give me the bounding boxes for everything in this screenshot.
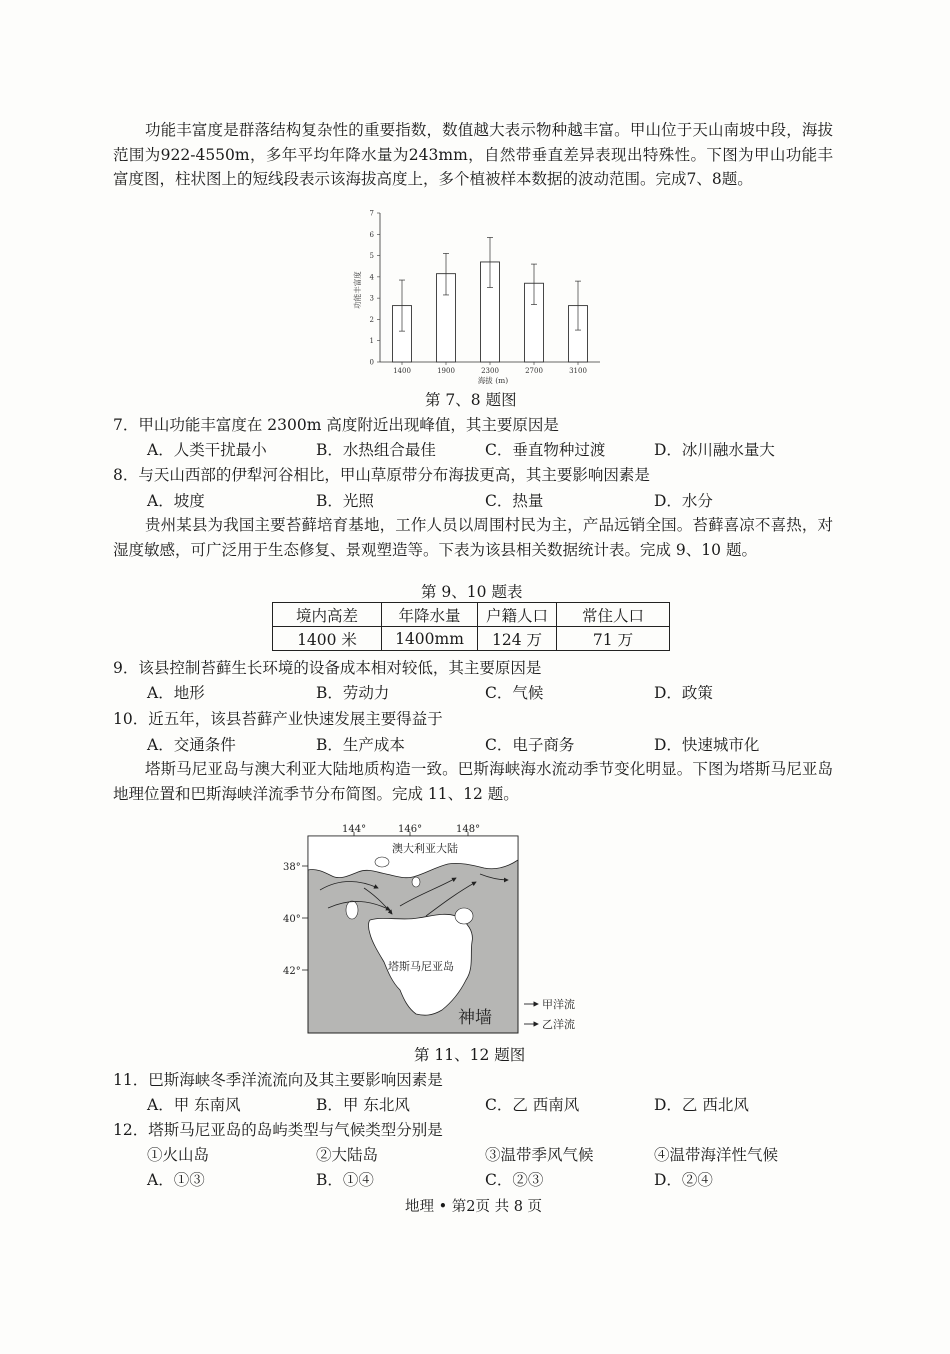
- question-12: 12．塔斯马尼亚岛的岛屿类型与气候类型分别是: [113, 1121, 443, 1139]
- question-8: 8．与天山西部的伊犁河谷相比，甲山草原带分布海拔更高，其主要影响因素是: [113, 466, 650, 484]
- q8-option-b[interactable]: B．光照: [316, 492, 374, 510]
- lat-label: 42°: [283, 966, 301, 977]
- tasmania-current-map: [280, 818, 600, 1040]
- q8-option-a[interactable]: A．坡度: [147, 492, 205, 510]
- mainland-label: 澳大利亚大陆: [392, 842, 458, 855]
- chart-y-tick-label: 7: [369, 209, 374, 218]
- island-label: 塔斯马尼亚岛: [388, 960, 454, 973]
- chart-xlabel: 海拔 (m): [477, 376, 509, 385]
- q10-option-b[interactable]: B．生产成本: [316, 736, 405, 754]
- q9-option-c[interactable]: C．气候: [485, 684, 544, 702]
- table-header-cell: 户籍人口: [478, 603, 557, 627]
- chart-y-tick-label: 0: [369, 358, 374, 367]
- lat-label: 38°: [283, 862, 301, 873]
- king-island: [346, 901, 358, 919]
- map-caption: 第 11、12 题图: [414, 1046, 526, 1064]
- q12-option-a[interactable]: A．①③: [147, 1171, 205, 1189]
- q12-item-2: ②大陆岛: [316, 1146, 379, 1164]
- passage-11-12: 塔斯马尼亚岛与澳大利亚大陆地质构造一致。巴斯海峡海水流动季节变化明显。下图为塔斯马尼亚岛地理位置和巴斯海峡洋流季节分布简图。完成 11、12 题。: [113, 760, 833, 803]
- question-9: 9．该县控制苔藓生长环境的设备成本相对较低，其主要原因是: [113, 659, 542, 677]
- chart-x-tick-label: 3100: [569, 367, 587, 375]
- islet: [375, 857, 389, 867]
- islet: [412, 877, 420, 887]
- table-header-row: [273, 603, 670, 627]
- legend-jia: 甲洋流: [542, 998, 575, 1011]
- chart-y-tick-label: 4: [369, 273, 374, 282]
- q8-option-d[interactable]: D．水分: [654, 492, 713, 510]
- question-10: 10．近五年，该县苔藓产业快速发展主要得益于: [113, 710, 443, 728]
- table-caption: 第 9、10 题表: [421, 583, 523, 601]
- chart-y-tick-label: 2: [369, 315, 374, 324]
- q9-option-a[interactable]: A．地形: [147, 684, 205, 702]
- lat-label: 40°: [283, 914, 301, 925]
- q12-option-d[interactable]: D．②④: [654, 1171, 713, 1189]
- q10-option-c[interactable]: C．电子商务: [485, 736, 575, 754]
- q7-option-c[interactable]: C．垂直物种过渡: [485, 441, 606, 459]
- q8-option-c[interactable]: C．热量: [485, 492, 544, 510]
- table-cell: 124 万: [478, 627, 557, 651]
- watermark-label: 神墙: [458, 1008, 492, 1028]
- chart-x-tick-label: 2300: [481, 367, 499, 375]
- page-footer: 地理 • 第2页 共 8 页: [405, 1199, 543, 1215]
- q10-option-a[interactable]: A．交通条件: [147, 736, 236, 754]
- q11-option-d[interactable]: D．乙 西北风: [654, 1096, 749, 1114]
- lon-label: 148°: [456, 824, 481, 835]
- table-row: [273, 627, 670, 651]
- q12-item-3: ③温带季风气候: [485, 1146, 594, 1164]
- functional-richness-chart: [345, 205, 605, 390]
- table-cell: 1400 米: [273, 627, 382, 651]
- chart-x-tick-label: 1400: [393, 367, 411, 375]
- table-cell: 1400mm: [382, 627, 478, 651]
- q9-option-b[interactable]: B．劳动力: [316, 684, 390, 702]
- chart-y-tick-label: 6: [369, 230, 374, 239]
- question-11: 11．巴斯海峡冬季洋流流向及其主要影响因素是: [113, 1071, 443, 1089]
- chart-y-tick-label: 1: [369, 337, 374, 346]
- q9-option-d[interactable]: D．政策: [654, 684, 713, 702]
- q12-item-4: ④温带海洋性气候: [654, 1146, 779, 1164]
- passage-9-10: 贵州某县为我国主要苔藓培育基地，工作人员以周围村民为主，产品远销全国。苔藓喜凉不喜热，对湿度敏感，可广泛用于生态修复、景观塑造等。下表为该县相关数据统计表。完成 9、10 题。: [113, 516, 833, 559]
- q12-option-c[interactable]: C．②③: [485, 1171, 544, 1189]
- lon-label: 146°: [398, 824, 423, 835]
- chart-y-tick-label: 3: [369, 294, 374, 303]
- chart-caption: 第 7、8 题图: [425, 391, 517, 409]
- q7-option-d[interactable]: D．冰川融水量大: [654, 441, 775, 459]
- q7-option-a[interactable]: A．人类干扰最小: [147, 441, 267, 459]
- passage-7-8: 功能丰富度是群落结构复杂性的重要指数，数值越大表示物种越丰富。甲山位于天山南坡中段，海拔范围为922-4550m，多年平均年降水量为243mm，自然带垂直差异表现出特殊性。下图为甲山功能丰富度图，柱状图上的短线段表示该海拔高度上，多个植被样本数据的波动范围。完成7、8题。: [113, 121, 833, 188]
- q12-option-b[interactable]: B．①④: [316, 1171, 374, 1189]
- lon-label: 144°: [342, 824, 367, 835]
- q7-option-b[interactable]: B．水热组合最佳: [316, 441, 436, 459]
- q12-item-1: ①火山岛: [147, 1146, 210, 1164]
- flinders-island: [455, 908, 473, 924]
- q11-option-b[interactable]: B．甲 东北风: [316, 1096, 410, 1114]
- chart-ylabel: 功能丰富度: [353, 271, 362, 309]
- chart-x-tick-label: 2700: [525, 367, 543, 375]
- table-header-cell: 常住人口: [557, 603, 670, 627]
- table-cell: 71 万: [557, 627, 670, 651]
- question-7: 7．甲山功能丰富度在 2300m 高度附近出现峰值，其主要原因是: [113, 416, 559, 434]
- chart-x-tick-label: 1900: [437, 367, 455, 375]
- county-stats-table: [272, 602, 670, 651]
- table-header-cell: 境内高差: [273, 603, 382, 627]
- q10-option-d[interactable]: D．快速城市化: [654, 736, 760, 754]
- legend-yi: 乙洋流: [542, 1018, 575, 1031]
- chart-y-tick-label: 5: [369, 252, 374, 261]
- q11-option-c[interactable]: C．乙 西南风: [485, 1096, 580, 1114]
- q11-option-a[interactable]: A．甲 东南风: [147, 1096, 241, 1114]
- table-header-cell: 年降水量: [382, 603, 478, 627]
